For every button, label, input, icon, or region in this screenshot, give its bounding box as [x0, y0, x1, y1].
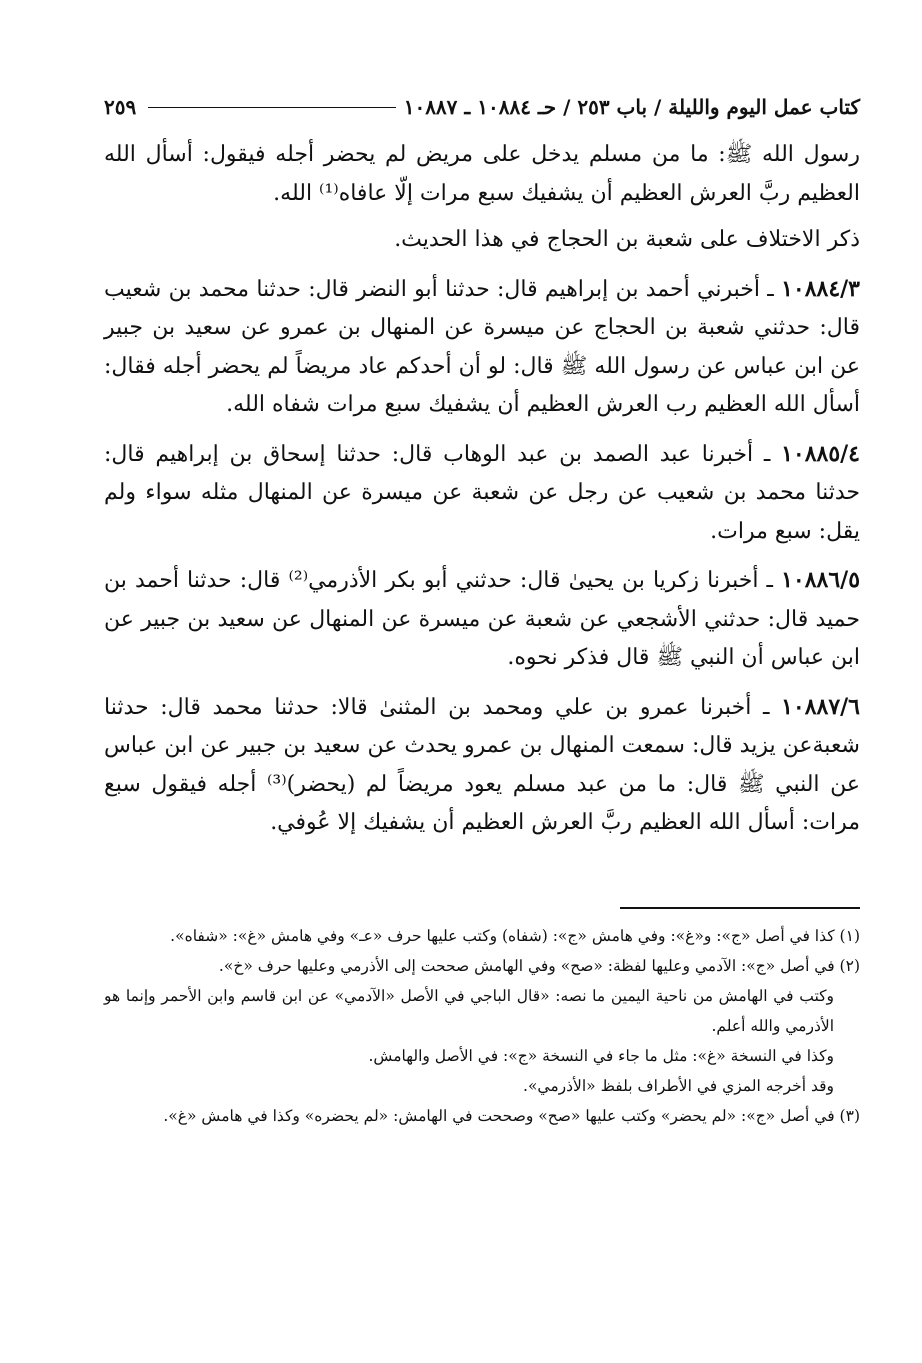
- hadith-paragraph: [104, 270, 860, 425]
- hadith-number: ١٠٨٨٧/٦: [781, 693, 860, 720]
- section-title: ذكر الاختلاف على شعبة بن الحجاج في هذا الحديث.: [394, 227, 860, 252]
- hadith-text: ـ أخبرنا عبد الصمد بن عبد الوهاب قال: حدثنا إسحاق بن إبراهيم قال: حدثنا محمد بن شعيب عن رجل عن شعبة عن ميسرة عن المنهال مثله سواء ولم يقل: سبع مرات.: [104, 441, 860, 544]
- footnote: (١) كذا في أصل «ج»: و«غ»: وفي هامش «ج»: (شفاه) وكتب عليها حرف «عـ» وفي هامش «غ»: «شفاه».: [170, 926, 860, 945]
- hadith-paragraph: [104, 561, 860, 678]
- hadith-text: ـ أخبرني أحمد بن إبراهيم قال: حدثنا أبو النضر قال: حدثنا محمد بن شعيب قال: حدثني شعبة بن الحجاج عن ميسرة عن المنهال بن عمرو عن سعيد بن جبير عن ابن عباس عن رسول الله ﷺ قال: لو أن أحدكم عاد مريضاً لم يحضر أجله فقال: أسأل الله العظيم رب العرش العظيم أن يشفيك سبع مرات شفاه الله.: [104, 276, 860, 417]
- footnote-separator: [620, 907, 860, 909]
- footnote-continuation: وقد أخرجه المزي في الأطراف بلفظ «الأذرمي».: [523, 1076, 834, 1095]
- footnote: (٣) في أصل «ج»: «لم يحضر» وكتب عليها «صح» وصححت في الهامش: «لم يحضره» وكذا في هامش «غ».: [163, 1106, 860, 1125]
- main-text: [104, 136, 860, 843]
- hadith-number: ١٠٨٨٤/٣: [781, 275, 860, 302]
- footnote-continuation: وكتب في الهامش من ناحية اليمين ما نصه: «قال الباجي في الأصل «الآدمي» عن ابن قاسم وابن الأحمر وإنما هو الأذرمي والله أعلم.: [104, 986, 834, 1035]
- footnote-continuation: وكذا في النسخة «غ»: مثل ما جاء في النسخة «ج»: في الأصل والهامش.: [368, 1046, 834, 1065]
- running-head-rule: [148, 107, 395, 108]
- page-number: ٢٥٩: [104, 95, 137, 119]
- hadith-paragraph: [104, 435, 860, 552]
- hadith-number: ١٠٨٨٥/٤: [781, 440, 860, 467]
- intro-paragraph: رسول الله ﷺ: ما من مسلم يدخل على مريض لم يحضر أجله فيقول: أسأل الله العظيم ربَّ العرش العظيم أن يشفيك سبع مرات إلّا عافاه⁽¹⁾ الله.: [104, 142, 860, 206]
- footnotes: [104, 921, 860, 1131]
- hadith-paragraph: [104, 688, 860, 843]
- running-head: [104, 90, 860, 124]
- running-head-title: كتاب عمل اليوم والليلة / باب ٢٥٣ / حـ ١٠٨٨٤ ـ ١٠٨٨٧: [403, 95, 860, 119]
- hadith-text: ـ أخبرنا عمرو بن علي ومحمد بن المثنىٰ قالا: حدثنا محمد قال: حدثنا شعبةعن يزيد قال: سمعت المنهال بن عمرو يحدث عن سعيد بن جبير عن ابن عباس عن النبي ﷺ قال: ما من عبد مسلم يعود مريضاً لم (يحضر)⁽³⁾ أجله فيقول سبع مرات: أسأل الله العظيم ربَّ العرش العظيم أن يشفيك إلا عُوفي.: [104, 694, 860, 835]
- hadith-text: ـ أخبرنا زكريا بن يحيىٰ قال: حدثني أبو بكر الأذرمي⁽²⁾ قال: حدثنا أحمد بن حميد قال: حدثني الأشجعي عن شعبة عن ميسرة عن المنهال عن سعيد بن جبير عن ابن عباس أن النبي ﷺ قال فذكر نحوه.: [104, 568, 860, 670]
- footnote: (٢) في أصل «ج»: الآدمي وعليها لفظة: «صح» وفي الهامش صححت إلى الأذرمي وعليها حرف «خ».: [218, 956, 860, 975]
- hadith-number: ١٠٨٨٦/٥: [781, 567, 861, 593]
